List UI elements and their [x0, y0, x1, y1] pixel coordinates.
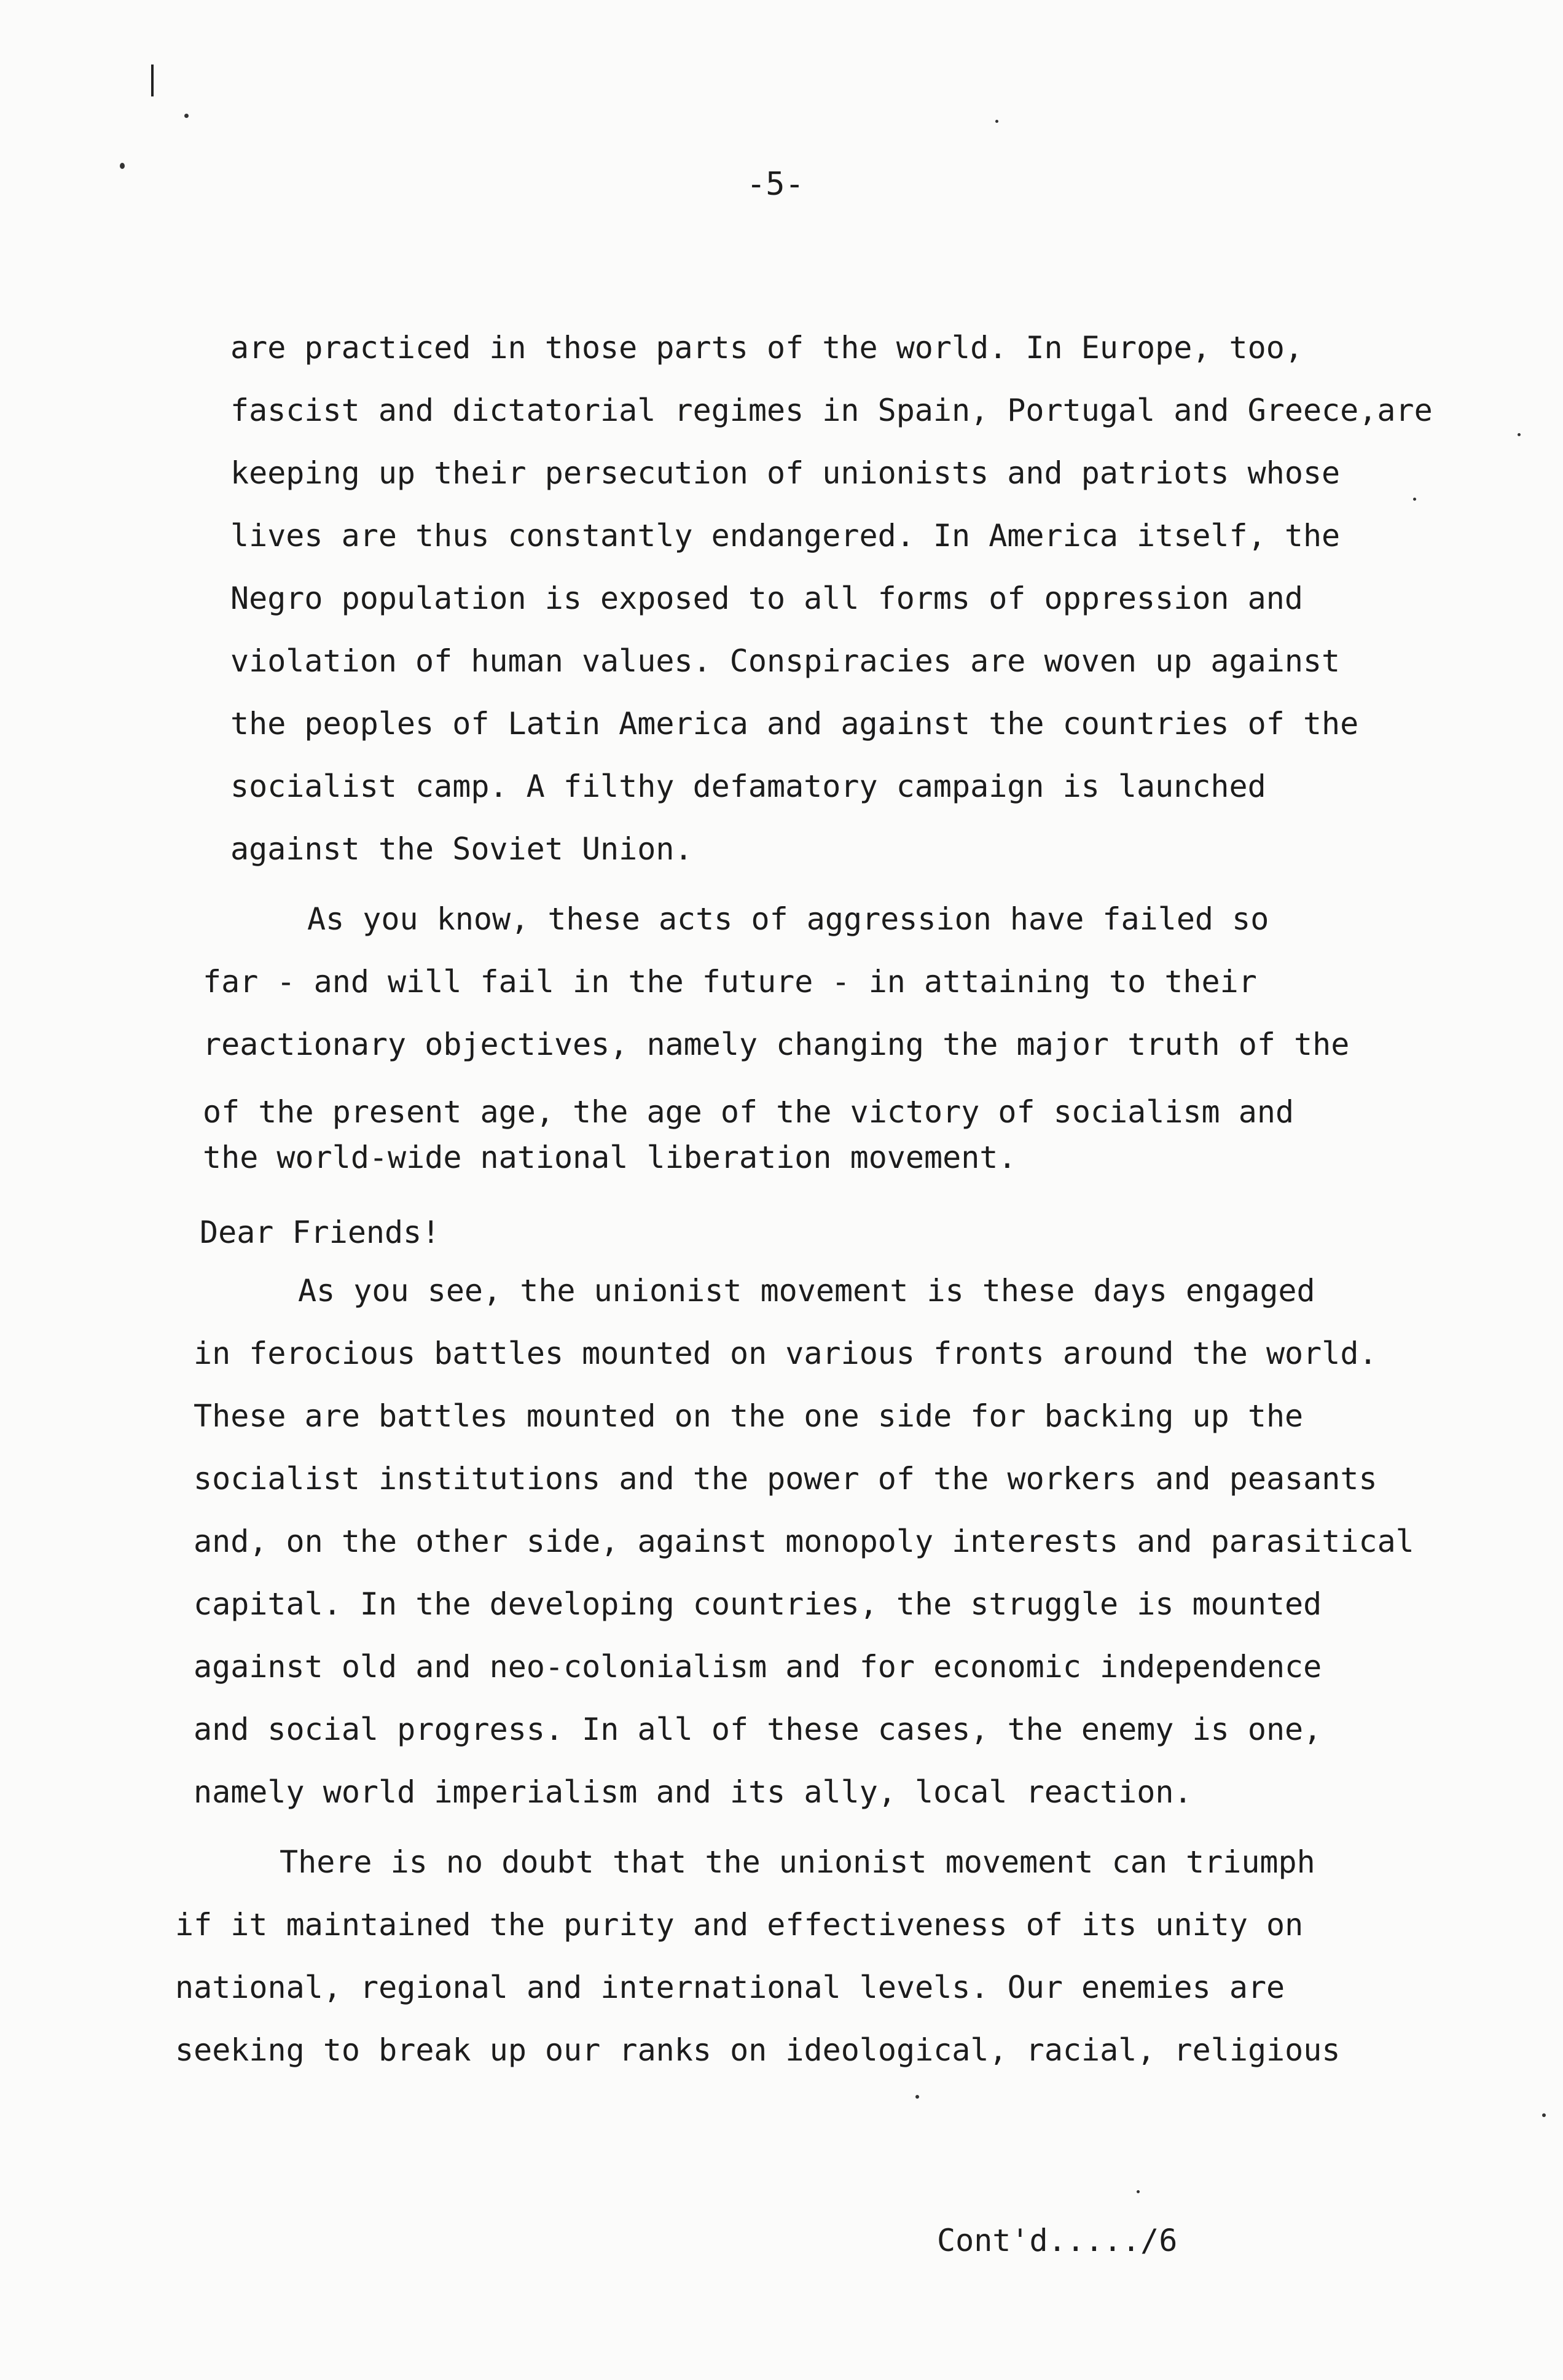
text-line: As you see, the unionist movement is these days engaged [298, 1273, 1315, 1309]
text-line: As you know, these acts of aggression have failed so [307, 901, 1269, 937]
text-line: against old and neo-colonialism and for economic independence [194, 1649, 1322, 1685]
scan-speck [1542, 2113, 1546, 2117]
paragraph [230, 316, 1551, 880]
text-line: reactionary objectives, namely changing the major truth of the [203, 1027, 1350, 1062]
salutation: Dear Friends! [200, 1215, 441, 1250]
continuation-note: Cont'd...../6 [937, 2223, 1178, 2258]
text-line: keeping up their persecution of unionists and patriots whose [230, 455, 1341, 491]
text-line: in ferocious battles mounted on various fronts around the world. [194, 1336, 1377, 1371]
scan-speck [184, 114, 189, 118]
text-line: are practiced in those parts of the world. In Europe, too, [230, 330, 1303, 366]
text-line: namely world imperialism and its ally, local reaction. [194, 1774, 1193, 1810]
text-line: capital. In the developing countries, the struggle is mounted [194, 1586, 1322, 1622]
paragraph [194, 1259, 1514, 1823]
text-line: against the Soviet Union. [230, 831, 693, 867]
text-line: Negro population is exposed to all forms of oppression and [230, 581, 1303, 616]
scan-speck [915, 2095, 919, 2099]
text-line: There is no doubt that the unionist movement can triumph [280, 1844, 1315, 1880]
text-line: These are battles mounted on the one side for backing up the [194, 1398, 1304, 1434]
scan-speck [1137, 2190, 1140, 2193]
text-line: national, regional and international levels. Our enemies are [175, 1970, 1285, 2005]
text-line: of the present age, the age of the victory of socialism and [203, 1094, 1295, 1130]
page-number: -5- [746, 166, 804, 203]
text-line: and, on the other side, against monopoly interests and parasitical [194, 1524, 1414, 1559]
text-line: fascist and dictatorial regimes in Spain, Portugal and Greece,are [230, 393, 1433, 428]
text-line: if it maintained the purity and effectiveness of its unity on [175, 1907, 1304, 1943]
text-line: seeking to break up our ranks on ideological, racial, religious [175, 2032, 1341, 2068]
text-line: far - and will fail in the future - in attaining to their [203, 964, 1257, 1000]
scan-speck [995, 120, 998, 123]
margin-mark [151, 65, 154, 96]
text-line: socialist camp. A filthy defamatory campaign is launched [230, 769, 1266, 804]
text-line: violation of human values. Conspiracies are woven up against [230, 643, 1341, 679]
text-line: socialist institutions and the power of the workers and peasants [194, 1461, 1377, 1497]
text-line: the peoples of Latin America and against the countries of the [230, 706, 1359, 742]
text-line: and social progress. In all of these cases, the enemy is one, [194, 1712, 1322, 1747]
paragraph [203, 888, 1524, 1189]
paragraph [175, 1831, 1496, 2081]
text-line: the world-wide national liberation movement. [203, 1140, 1017, 1175]
text-line: lives are thus constantly endangered. In America itself, the [230, 518, 1341, 554]
scan-speck [120, 163, 125, 169]
